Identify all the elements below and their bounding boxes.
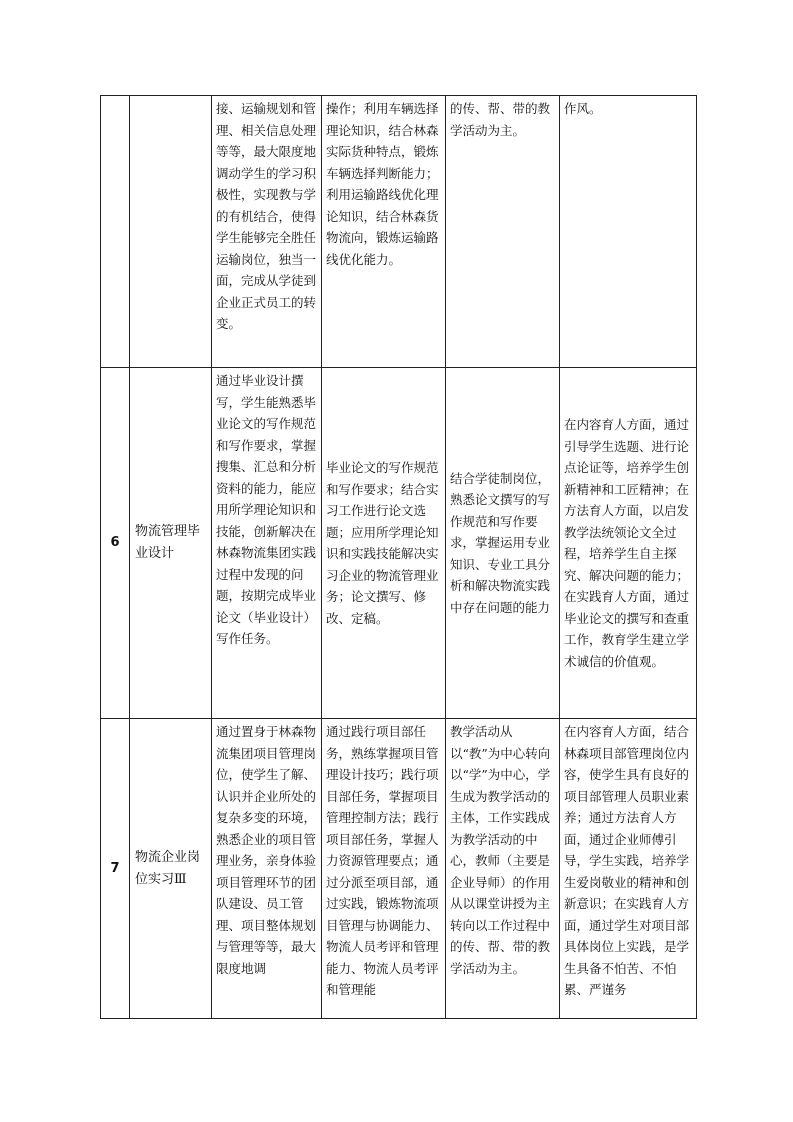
row-number: 6 xyxy=(101,368,130,719)
method-cell: 的传、帮、带的教学活动为主。 xyxy=(446,96,560,368)
content-cell: 毕业论文的写作规范和写作要求；结合实习工作进行论文选题；应用所学理论知识和实践技能解决实习企业的物流管理业务；论文撰写、修改、定稿。 xyxy=(322,368,446,719)
content-cell: 操作；利用车辆选择理论知识，结合林森实际货种特点，锻炼车辆选择判断能力；利用运输路线优化理论知识，结合林森货物流向，锻炼运输路线优化能力。 xyxy=(322,96,446,368)
method-cell: 教学活动从以“教”为中心转向以“学”为中心，学生成为教学活动的主体，工作实践成为教学活动的中心，教师（主要是企业导师）的作用从以课堂讲授为主转向以工作过程中的传、帮、带的教学活动为主。 xyxy=(446,719,560,1019)
ideology-cell: 作风。 xyxy=(560,96,697,368)
objective-cell: 通过置身于林森物流集团项目管理岗位，使学生了解、认识并企业所处的复杂多变的环境，熟悉企业的项目管理业务，亲身体验项目管理环节的团队建设、员工管理、项目整体规划与管理等等，最大限度地调 xyxy=(212,719,322,1019)
row-number: 7 xyxy=(101,719,130,1019)
table-row xyxy=(101,368,697,719)
objective-cell: 通过毕业设计撰写，学生能熟悉毕业论文的写作规范和写作要求，掌握搜集、汇总和分析资料的能力，能应用所学理论知识和技能，创新解决在林森物流集团实践过程中发现的问题，按期完成毕业论文（毕业设计）写作任务。 xyxy=(212,368,322,719)
ideology-cell: 在内容育人方面，结合林森项目部管理岗位内容，使学生具有良好的项目部管理人员职业素养；通过方法育人方面，通过企业师傅引导，学生实践，培养学生爱岗敬业的精神和创新意识；在实践育人方面，通过学生对项目部具体岗位上实践，是学生具备不怕苦、不怕累、严谨务 xyxy=(560,719,697,1019)
ideology-cell: 在内容育人方面，通过引导学生选题、进行论点论证等，培养学生创新精神和工匠精神；在方法育人方面，以启发教学法统领论文全过程，培养学生自主探究、解决问题的能力；在实践育人方面，通过毕业论文的撰写和查重工作，教育学生建立学术诚信的价值观。 xyxy=(560,368,697,719)
content-cell: 通过践行项目部任务，熟练掌握项目管理设计技巧；践行项目部任务，掌握项目管理控制方法；践行项目部任务，掌握人力资源管理要点；通过分派至项目部，通过实践，锻炼物流项目管理与协调能力、物流人员考评和管理能力、物流人员考评和管理能 xyxy=(322,719,446,1019)
table-row xyxy=(101,96,697,368)
course-name xyxy=(130,96,212,368)
method-cell: 结合学徒制岗位，熟悉论文撰写的写作规范和写作要求，掌握运用专业知识、专业工具分析和解决物流实践中存在问题的能力 xyxy=(446,368,560,719)
table-row xyxy=(101,719,697,1019)
course-name: 物流管理毕业设计 xyxy=(130,368,212,719)
course-name: 物流企业岗位实习Ⅲ xyxy=(130,719,212,1019)
row-number xyxy=(101,96,130,368)
course-table xyxy=(100,95,697,1019)
objective-cell: 接、运输规划和管理、相关信息处理等等，最大限度地调动学生的学习积极性，实现教与学的有机结合，使得学生能够完全胜任运输岗位，独当一面，完成从学徒到企业正式员工的转变。 xyxy=(212,96,322,368)
